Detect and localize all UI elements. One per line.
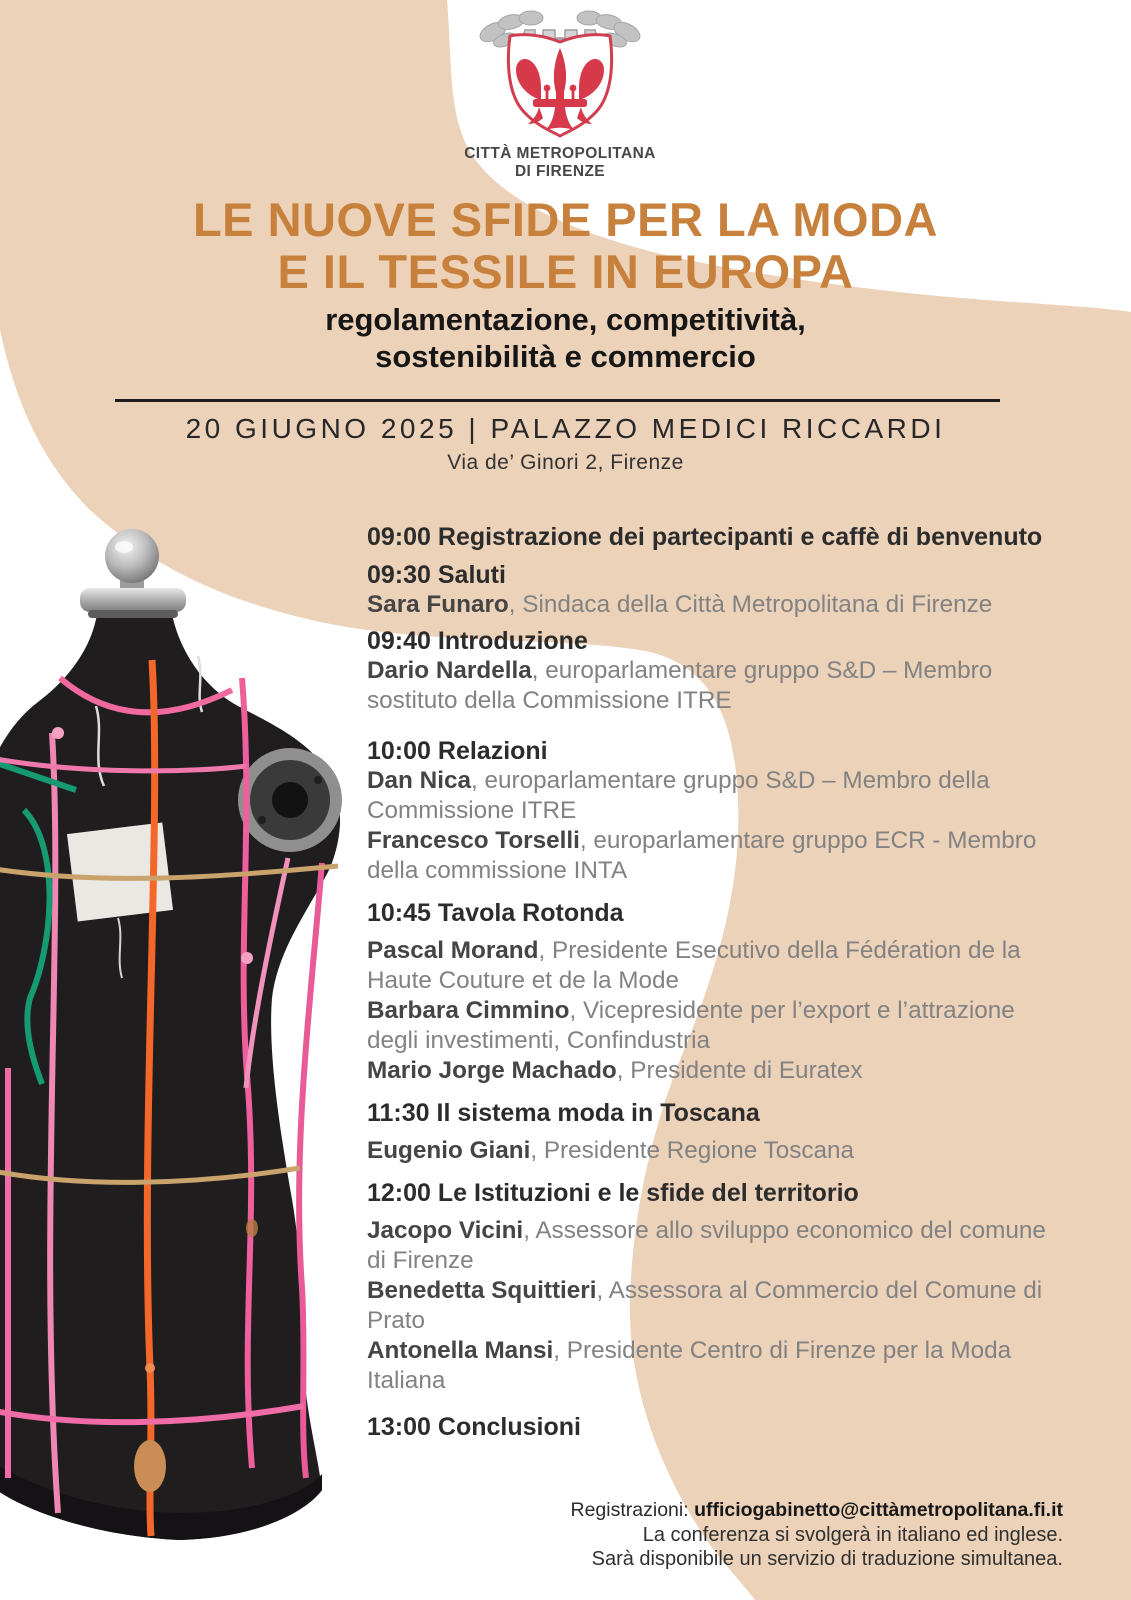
schedule: [367, 522, 1062, 1442]
schedule-item-0940: 09:40 Introduzione: [367, 627, 588, 655]
speaker-dan-nica: Dan Nica, europarlamentare gruppo S&D – Membro della Commissione ITRE: [367, 767, 990, 824]
schedule-item-1045: 10:45 Tavola Rotonda: [367, 899, 624, 927]
registration-label: Registrazioni:: [570, 1499, 695, 1521]
speaker-eugenio-giani: Eugenio Giani, Presidente Regione Toscana: [367, 1137, 855, 1164]
finial-ball: [105, 529, 159, 583]
logo: [415, 10, 705, 181]
venue-address: Via de’ Ginori 2, Firenze: [447, 451, 684, 474]
speaker-barbara-cimmino: Barbara Cimmino, Vicepresidente per l’export e l’attrazione degli investimenti, Confindustria: [367, 997, 1015, 1054]
registration-line: [443, 1497, 1063, 1523]
speaker-pascal-morand: Pascal Morand, Presidente Esecutivo della Fédération de la Haute Couture et de la Mode: [367, 937, 1021, 994]
schedule-item-1130: 11:30 Il sistema moda in Toscana: [367, 1099, 760, 1127]
registration-email: ufficiogabinetto@cittàmetropolitana.fi.it: [694, 1499, 1063, 1521]
speaker-dario-nardella: Dario Nardella, europarlamentare gruppo S&D – Membro sostituto della Commissione ITRE: [367, 657, 993, 714]
date-venue: 20 GIUGNO 2025 | PALAZZO MEDICI RICCARDI: [185, 413, 946, 444]
subtitle-line1: regolamentazione, competitività,: [325, 302, 806, 337]
title-line1: LE NUOVE SFIDE PER LA MODA: [192, 193, 939, 246]
speaker-jacopo-vicini: Jacopo Vicini, Assessore allo sviluppo economico del comune di Firenze: [367, 1217, 1046, 1274]
footer: [443, 1497, 1063, 1571]
speaker-francesco-torselli: Francesco Torselli, europarlamentare gruppo ECR - Membro della commissione INTA: [367, 827, 1037, 884]
speaker-mario-jorge-machado: Mario Jorge Machado, Presidente di Euratex: [367, 1057, 863, 1084]
title-line2: E IL TESSILE IN EUROPA: [277, 245, 854, 298]
footer-note-line2: Sarà disponibile un servizio di traduzione simultanea.: [591, 1548, 1063, 1570]
footer-note-line1: La conferenza si svolgerà in italiano ed inglese.: [642, 1524, 1063, 1546]
speaker-antonella-mansi: Antonella Mansi, Presidente Centro di Firenze per la Moda Italiana: [367, 1337, 1012, 1394]
citta-metropolitana-crest-icon: [455, 10, 665, 138]
page-title: [0, 194, 1131, 298]
logo-org-line2: DI FIRENZE: [514, 163, 606, 180]
schedule-item-0930: 09:30 Saluti: [367, 561, 506, 589]
schedule-item-1000: 10:00 Relazioni: [367, 737, 548, 765]
neck-collar: [80, 588, 186, 612]
schedule-item-1200: 12:00 Le Istituzioni e le sfide del territorio: [367, 1179, 859, 1207]
schedule-item-1300: 13:00 Conclusioni: [367, 1413, 581, 1441]
schedule-item-0900: 09:00 Registrazione dei partecipanti e caffè di benvenuto: [367, 523, 1043, 551]
speaker-benedetta-squittieri: Benedetta Squittieri, Assessora al Commercio del Comune di Prato: [367, 1277, 1043, 1334]
mannequin-photo: [0, 528, 430, 1568]
divider-rule: [115, 399, 1000, 402]
logo-org-line1: CITTÀ METROPOLITANA: [464, 145, 656, 162]
page-subtitle: [0, 301, 1131, 375]
subtitle-line2: sostenibilità e commercio: [375, 339, 756, 374]
speaker-sara-funaro: Sara Funaro, Sindaca della Città Metropolitana di Firenze: [367, 591, 993, 618]
